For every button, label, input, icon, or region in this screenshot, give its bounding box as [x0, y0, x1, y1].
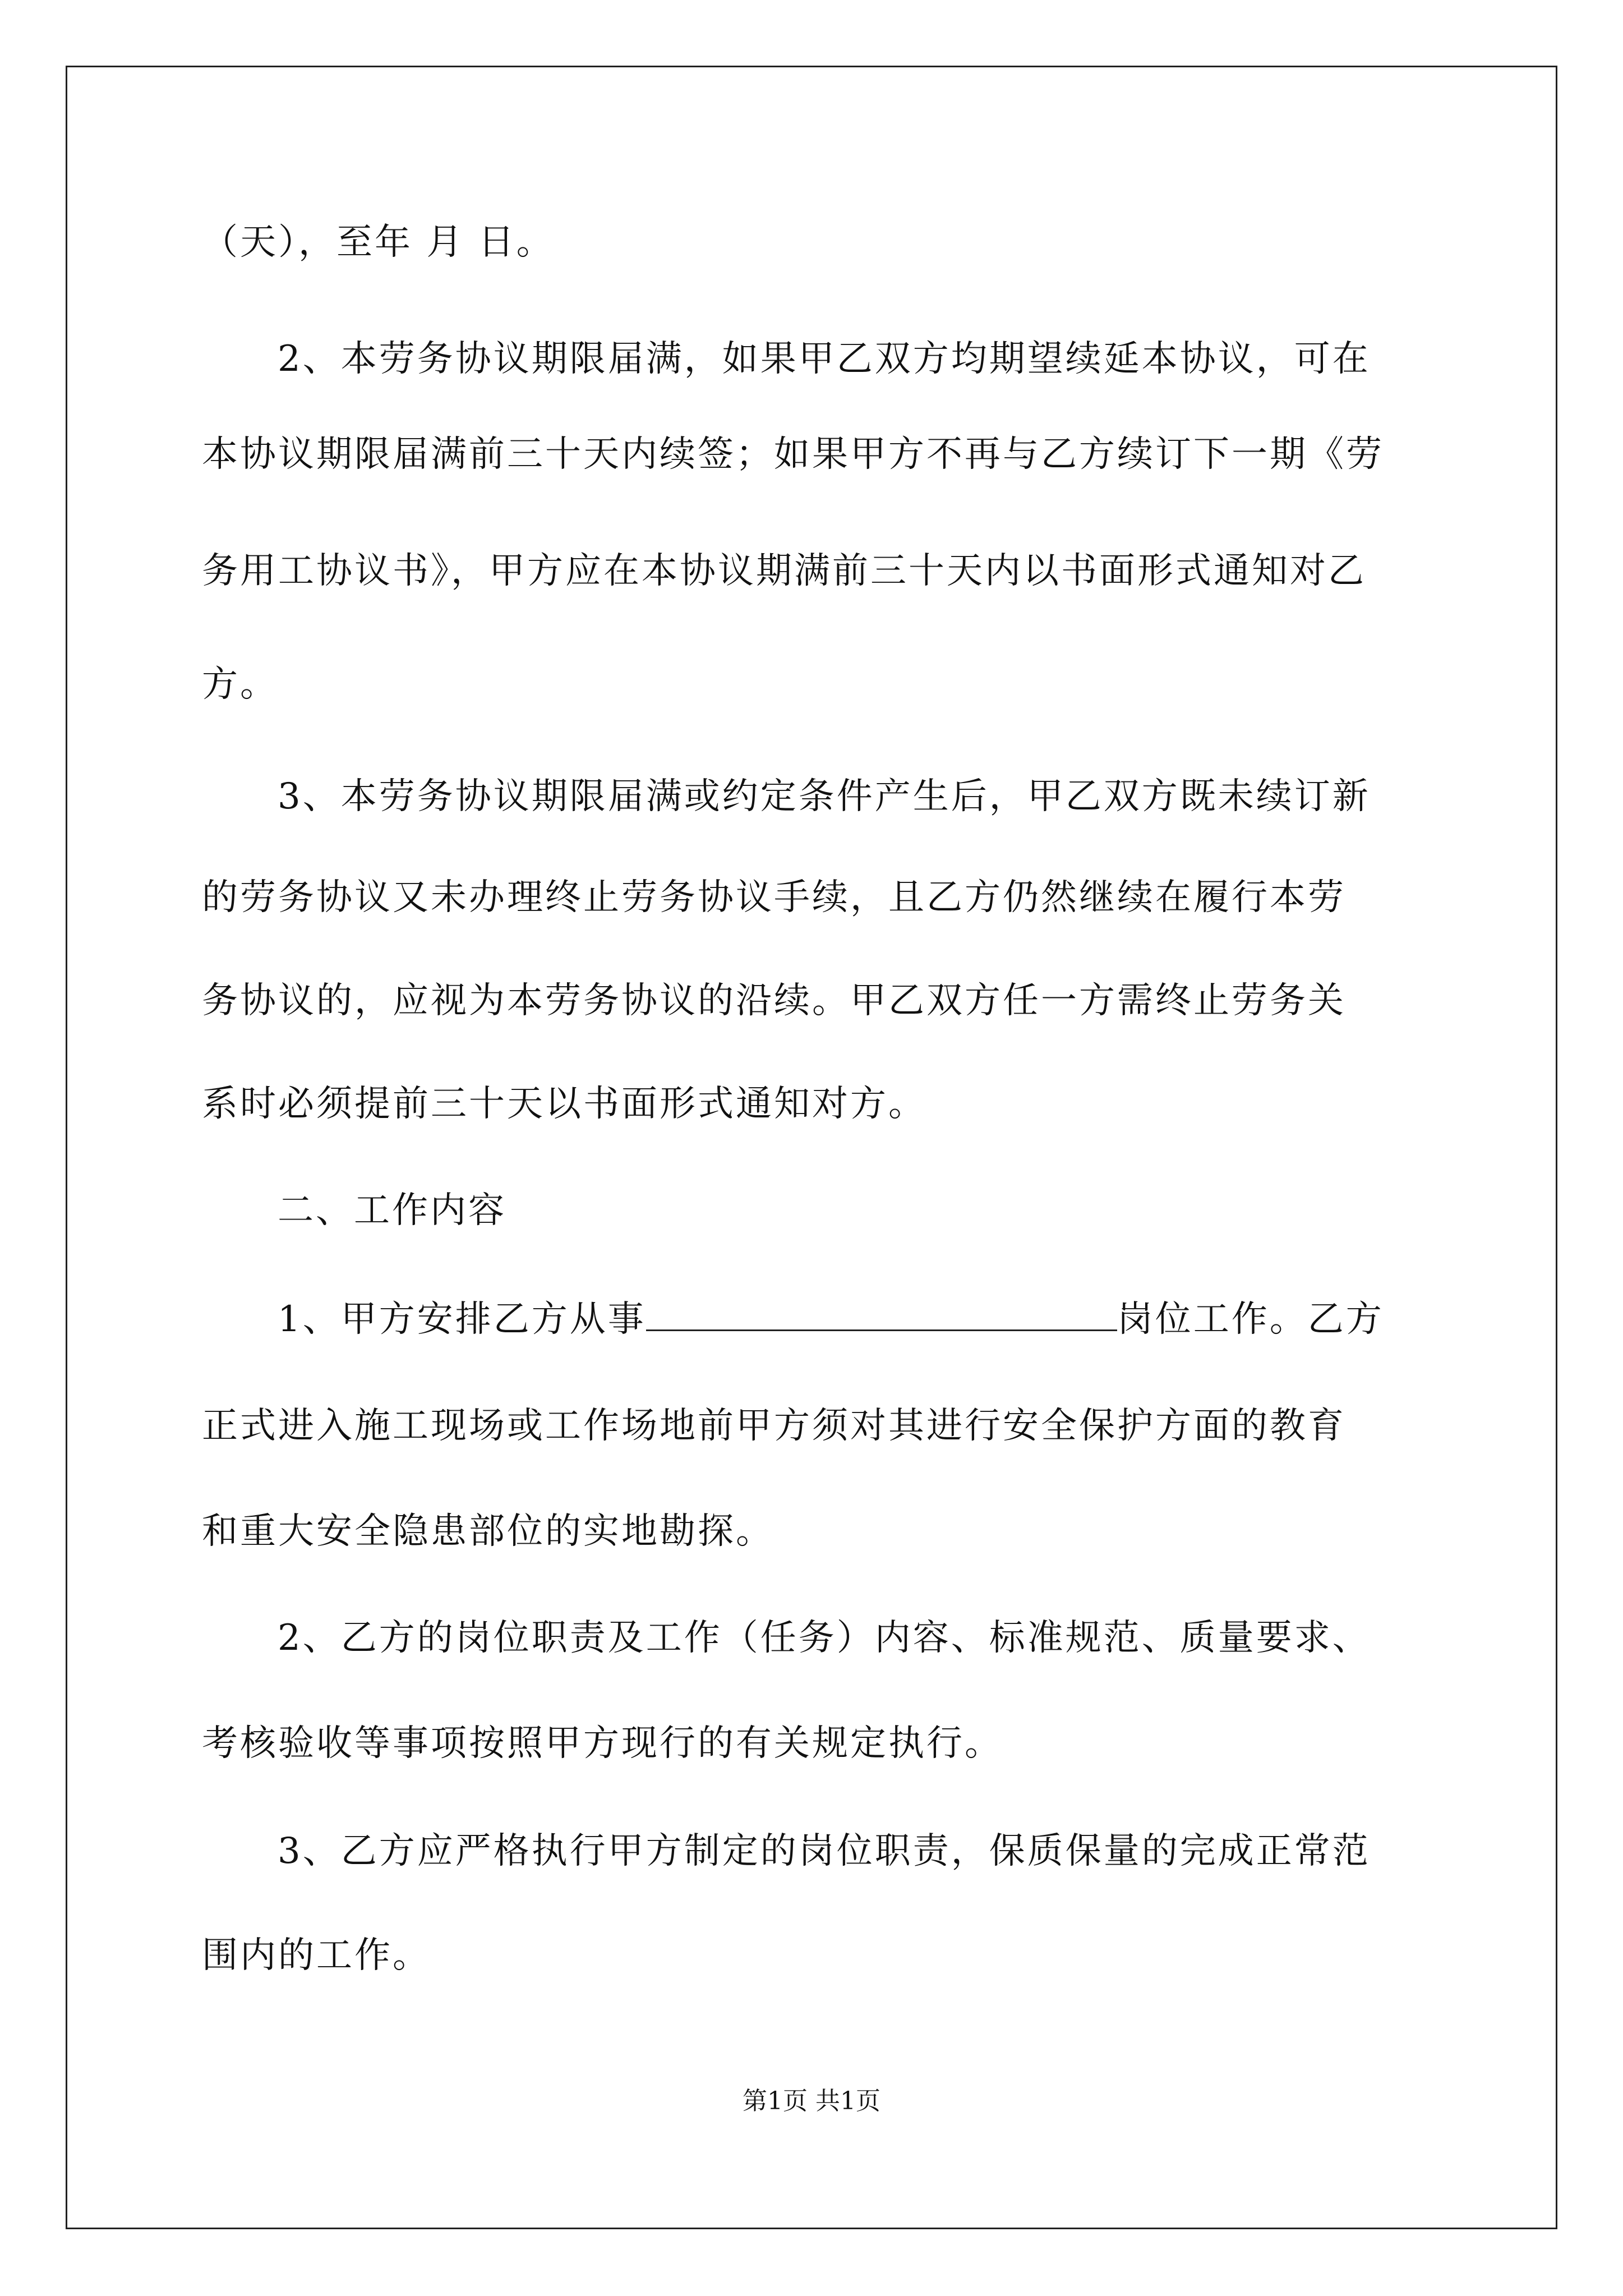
text-line: 务用工协议书》，甲方应在本协议期满前三十天内以书面形式通知对乙 [202, 550, 1366, 592]
page-border [66, 66, 1557, 2229]
paragraph-3-start: 3、本劳务协议期限届满或约定条件产生后，甲乙双方既未续订新 [278, 776, 1371, 817]
work-1-suffix: 岗位工作。乙方 [1117, 1299, 1384, 1340]
text-line: 方。 [202, 664, 278, 705]
text-line: 务协议的，应视为本劳务协议的沿续。甲乙双方任一方需终止劳务关 [202, 980, 1346, 1022]
text-line: 系时必须提前三十天以书面形式通知对方。 [202, 1083, 926, 1125]
text-line: 围内的工作。 [202, 1935, 431, 1976]
text-line: 正式进入施工现场或工作场地前甲方须对其进行安全保护方面的教育 [202, 1405, 1346, 1447]
text-line: （天），至年 月 日。 [202, 222, 555, 263]
paragraph-work-1-start [278, 1296, 1384, 1342]
text-line: 本协议期限届满前三十天内续签；如果甲方不再与乙方续订下一期《劳 [202, 434, 1384, 475]
text-line: 的劳务协议又未办理终止劳务协议手续，且乙方仍然继续在履行本劳 [202, 877, 1346, 918]
section-heading: 二、工作内容 [278, 1190, 506, 1231]
text-line: 和重大安全隐患部位的实地勘探。 [202, 1511, 774, 1552]
text-line: 考核验收等事项按照甲方现行的有关规定执行。 [202, 1723, 1003, 1764]
paragraph-work-3-start: 3、乙方应严格执行甲方制定的岗位职责，保质保量的完成正常范 [278, 1830, 1371, 1872]
paragraph-work-2-start: 2、乙方的岗位职责及工作（任务）内容、标准规范、质量要求、 [278, 1617, 1371, 1659]
blank-position-field [646, 1296, 1117, 1331]
paragraph-2-start: 2、本劳务协议期限届满，如果甲乙双方均期望续延本协议，可在 [278, 338, 1371, 380]
page-footer: 第1页 共1页 [743, 2087, 880, 2115]
work-1-prefix: 1、甲方安排乙方从事 [278, 1299, 646, 1340]
